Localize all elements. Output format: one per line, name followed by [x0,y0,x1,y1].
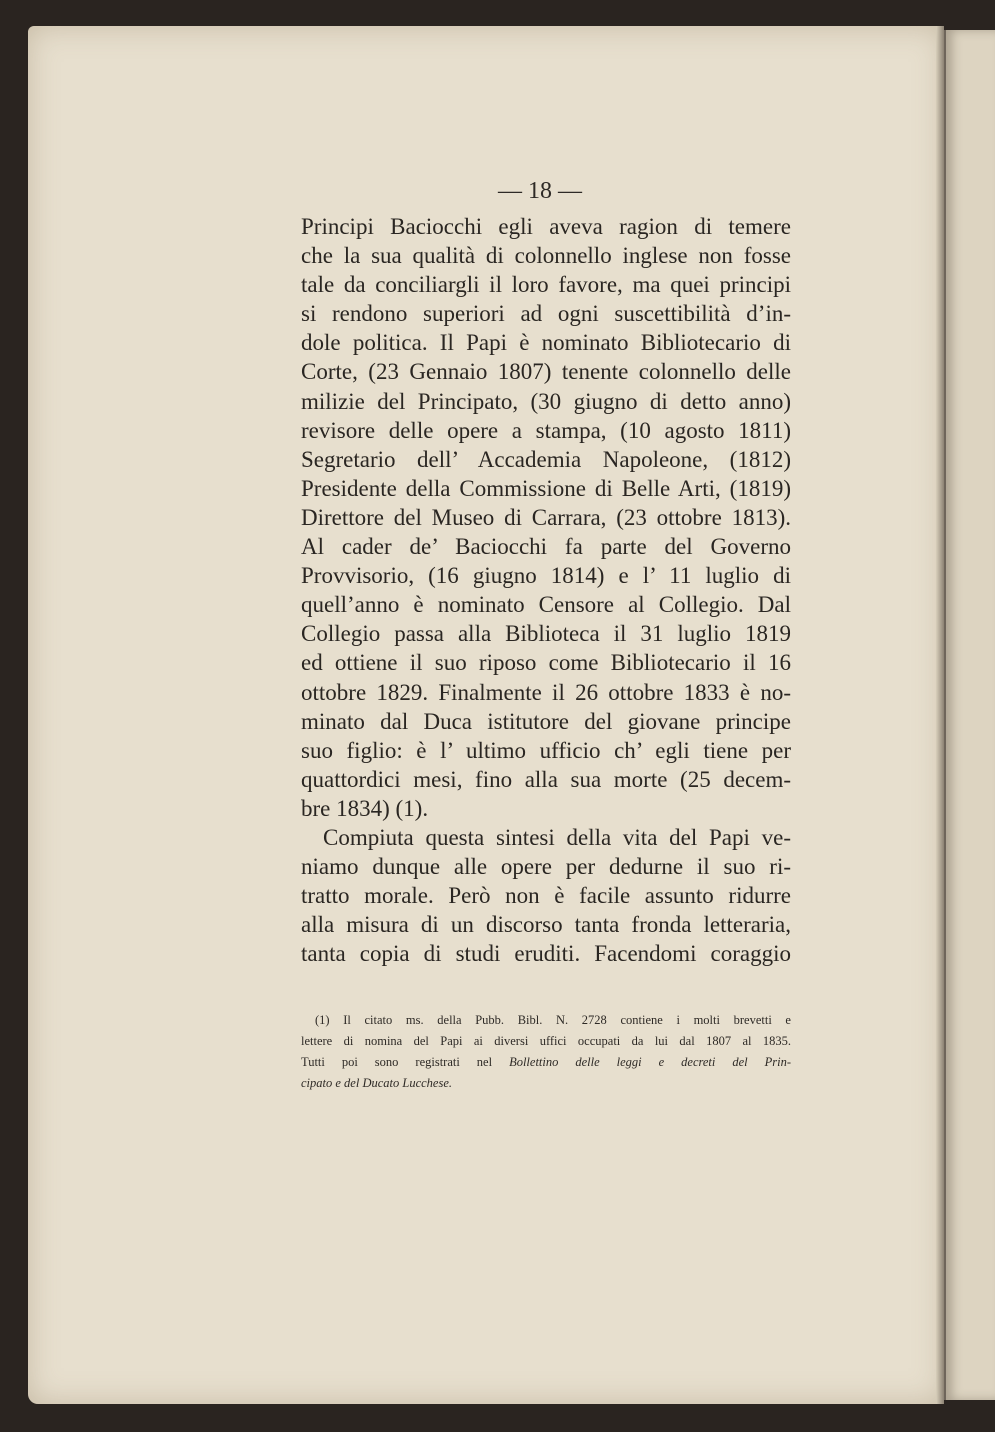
page-number: — 18 — [498,178,582,204]
footnote [301,1010,791,1094]
text-line: tanta copia di studi eruditi. Facendomi coraggio [301,941,791,967]
text-line: tale da conciliargli il loro favore, ma quei principi [301,272,791,298]
text-line: ed ottiene il suo riposo come Bibliotecario il 16 [301,650,791,676]
text-line: bre 1834) (1). [301,795,429,821]
text-line: dole politica. Il Papi è nominato Bibliotecario di [301,330,791,356]
text-line: Principi Baciocchi egli aveva ragion di temere [301,214,791,239]
body-text [301,212,791,968]
footnote-line [301,1052,791,1073]
footnote-line: cipato e del Ducato Lucchese. [301,1076,452,1090]
text-line: Collegio passa alla Biblioteca il 31 luglio 1819 [301,621,791,647]
text-line: quattordici mesi, fino alla sua morte (25 decem- [301,766,791,792]
text-line: Compiuta questa sintesi della vita del Papi ve- [323,824,791,850]
text-line: Direttore del Museo di Carrara, (23 ottobre 1813). [301,504,791,530]
text-line: si rendono superiori ad ogni suscettibilità d’in- [301,301,791,327]
text-line: milizie del Principato, (30 giugno di detto anno) [301,388,791,414]
text-line: Corte, (23 Gennaio 1807) tenente colonnello delle [301,359,791,385]
text-line: minato dal Duca istitutore del giovane principe [301,708,791,734]
footnote-line: (1) Il citato ms. della Pubb. Bibl. N. 2728 contiene i molti brevetti e [315,1013,791,1027]
footnote-text: Tutti poi sono registrati nel [301,1055,510,1069]
paragraph-2 [301,823,791,968]
text-line: Presidente della Commissione di Belle Arti, (1819) [301,475,791,501]
text-line: niamo dunque alle opere per dedurne il suo ri- [301,854,791,880]
text-line: revisore delle opere a stampa, (10 agosto 1811) [301,417,791,443]
page-fold [936,26,944,1404]
text-line: tratto morale. Però non è facile assunto ridurre [301,883,791,909]
text-line: ottobre 1829. Finalmente il 26 ottobre 1833 è no- [301,679,791,705]
footnote-line: lettere di nomina del Papi ai diversi uffici occupati da lui dal 1807 al 1835. [301,1034,791,1048]
adjacent-page-edge [944,30,995,1400]
text-line: suo figlio: è l’ ultimo ufficio ch’ egli tiene per [301,737,791,763]
text-line: che la sua qualità di colonnello inglese non fosse [301,243,791,269]
text-line: Al cader de’ Baciocchi fa parte del Governo [301,534,791,560]
text-line: quell’anno è nominato Censore al Collegio. Dal [301,592,791,618]
text-line: Segretario dell’ Accademia Napoleone, (1812) [301,446,791,472]
text-line: Provvisorio, (16 giugno 1814) e l’ 11 luglio di [301,563,791,589]
text-line: alla misura di un discorso tanta fronda letteraria, [301,912,791,938]
paragraph-1 [301,212,791,823]
footnote-title: Bollettino delle leggi e decreti del Prin- [509,1055,792,1069]
